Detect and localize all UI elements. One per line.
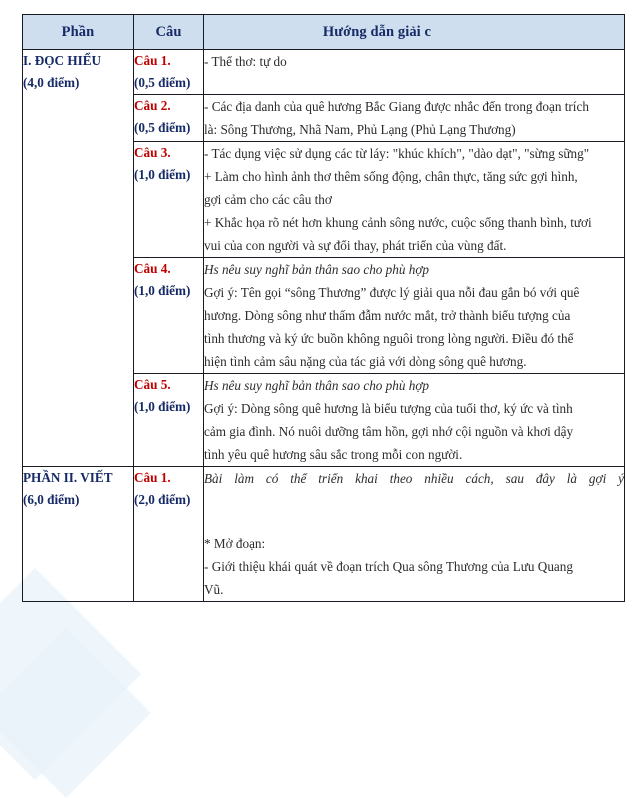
- question-label: Câu 1.: [134, 470, 171, 485]
- answer-line: cảm gia đình. Nó nuôi dưỡng tâm hồn, gợi nhớ cội nguồn và khơi dậy: [204, 424, 574, 439]
- answer-line: Gợi ý: Dòng sông quê hương là biểu tượng của tuổi thơ, ký ức và tình: [204, 401, 573, 416]
- part-title: PHẦN II. VIẾT: [23, 470, 113, 485]
- question-cell: [134, 142, 204, 258]
- question-label: Câu 5.: [134, 377, 171, 392]
- answer-key-page: [22, 14, 624, 602]
- question-label: Câu 1.: [134, 53, 171, 68]
- answer-line: + Khắc họa rõ nét hơn khung cảnh sông nước, cuộc sống thanh bình, tươi: [204, 215, 592, 230]
- answer-line: * Mở đoạn:: [204, 536, 266, 551]
- question-score: (1,0 điểm): [134, 283, 191, 298]
- answer-line: - Thể thơ: tự do: [204, 54, 287, 69]
- answer-content-cell: [204, 50, 625, 95]
- answer-line: vui của con người và sự đổi thay, phát triển của vùng đất.: [204, 238, 507, 253]
- answer-line: + Làm cho hình ảnh thơ thêm sống động, chân thực, tăng sức gợi hình,: [204, 169, 578, 184]
- answer-line: Bài làm có thể triển khai theo nhiều cách, sau đây là gợi ý: [204, 471, 624, 486]
- answer-line: Hs nêu suy nghĩ bản thân sao cho phù hợp: [204, 262, 429, 277]
- column-header-guide: [204, 15, 625, 50]
- question-cell: [134, 95, 204, 142]
- question-cell: [134, 50, 204, 95]
- question-cell: [134, 467, 204, 602]
- column-header-part: Phần: [23, 15, 134, 50]
- question-label: Câu 4.: [134, 261, 171, 276]
- question-cell: [134, 374, 204, 467]
- table-header-row: [23, 15, 625, 50]
- question-label: Câu 2.: [134, 98, 171, 113]
- part-score: (6,0 điểm): [23, 492, 80, 507]
- answer-line: tình yêu quê hương sâu sắc trong mỗi con người.: [204, 447, 463, 462]
- column-header-guide-label: Hướng dẫn giải c: [322, 24, 432, 40]
- question-label: Câu 3.: [134, 145, 171, 160]
- answer-line: là: Sông Thương, Nhã Nam, Phủ Lạng (Phủ Lạng Thương): [204, 122, 516, 137]
- question-cell: [134, 258, 204, 374]
- table-row: [23, 50, 625, 95]
- part-title: I. ĐỌC HIỂU: [23, 53, 102, 68]
- answer-line: Gợi ý: Tên gọi “sông Thương” được lý giải qua nỗi đau gắn bó với quê: [204, 285, 580, 300]
- question-score: (1,0 điểm): [134, 399, 191, 414]
- question-score: (0,5 điểm): [134, 120, 191, 135]
- answer-line: - Các địa danh của quê hương Bắc Giang được nhắc đến trong đoạn trích: [204, 99, 589, 114]
- answer-line: hương. Dòng sông như thấm đẫm nước mắt, trở thành biểu tượng của: [204, 308, 571, 323]
- question-score: (2,0 điểm): [134, 492, 191, 507]
- answer-line: hiện tình cảm sâu nặng của tác giả với dòng sông quê hương.: [204, 354, 527, 369]
- part-cell: [23, 50, 134, 467]
- question-score: (1,0 điểm): [134, 167, 191, 182]
- answer-content-cell: [204, 467, 625, 602]
- answer-line: - Giới thiệu khái quát về đoạn trích Qua sông Thương của Lưu Quang: [204, 559, 573, 574]
- answer-line: tình thương và ký ức buồn không nguôi trong lòng người. Điều đó thể: [204, 331, 574, 346]
- answer-content-cell: [204, 142, 625, 258]
- decorative-corner-shape-inner: [0, 628, 151, 798]
- answer-line: Hs nêu suy nghĩ bản thân sao cho phù hợp: [204, 378, 429, 393]
- question-score: (0,5 điểm): [134, 75, 191, 90]
- table-body: [23, 50, 625, 602]
- answer-line: gợi cảm cho các câu thơ: [204, 192, 332, 207]
- column-header-question: Câu: [134, 15, 204, 50]
- answer-line: Vũ.: [204, 582, 224, 597]
- answer-line: - Tác dụng việc sử dụng các từ láy: "khúc khích", "dào dạt", "sừng sững": [204, 146, 590, 161]
- table-row: [23, 467, 625, 602]
- table-header: [23, 15, 625, 50]
- answer-content-cell: [204, 95, 625, 142]
- answer-content-cell: [204, 258, 625, 374]
- answer-key-table: [22, 14, 625, 602]
- part-cell: [23, 467, 134, 602]
- answer-content-cell: [204, 374, 625, 467]
- part-score: (4,0 điểm): [23, 75, 80, 90]
